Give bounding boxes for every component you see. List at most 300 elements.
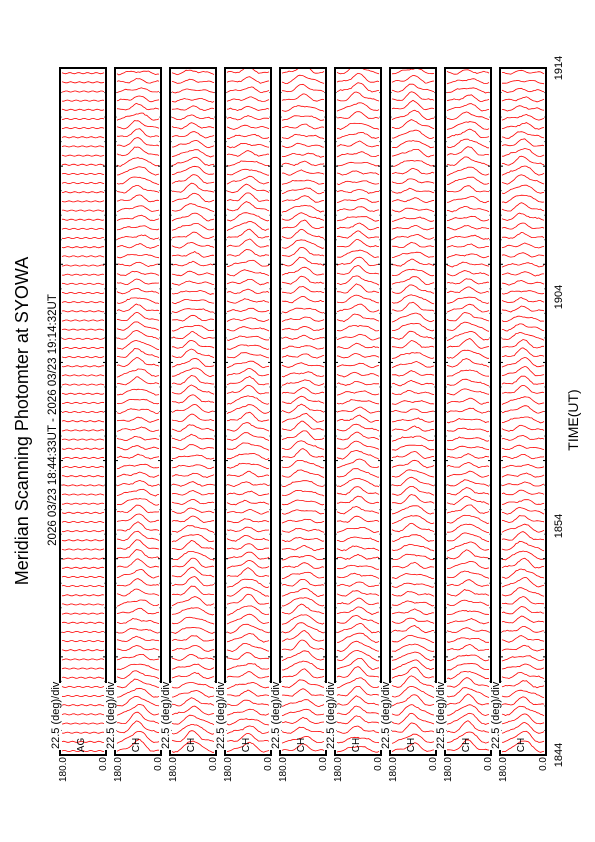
trace-line xyxy=(502,324,544,331)
trace-line xyxy=(447,454,489,459)
trace-line xyxy=(502,223,544,229)
trace-line xyxy=(502,166,544,175)
trace-line xyxy=(62,128,104,129)
trace-line xyxy=(172,132,214,138)
trace-line xyxy=(172,281,214,285)
trace-line xyxy=(227,719,269,725)
trace-line xyxy=(62,347,104,348)
trace-line xyxy=(227,327,269,331)
trace-line xyxy=(117,313,159,321)
trace-line xyxy=(62,292,104,293)
trace-line xyxy=(227,454,269,460)
trace-line xyxy=(172,271,214,276)
trace-line xyxy=(227,579,269,588)
trace-line xyxy=(392,331,434,339)
trace-line xyxy=(337,217,379,222)
trace-line xyxy=(227,308,269,312)
trace-line xyxy=(392,401,434,405)
trace-line xyxy=(337,382,379,386)
trace-line xyxy=(62,485,104,486)
panel-axis-top-label: 180.0 xyxy=(113,757,124,783)
trace-line xyxy=(172,445,214,450)
trace-line xyxy=(227,405,269,414)
trace-line xyxy=(62,650,104,651)
trace-line xyxy=(337,112,379,119)
trace-line xyxy=(62,357,104,358)
trace-line xyxy=(392,269,434,276)
trace-line xyxy=(117,79,159,84)
trace-line xyxy=(337,276,379,285)
trace-line xyxy=(117,113,159,120)
trace-line xyxy=(62,705,104,706)
trace-line xyxy=(447,688,489,698)
trace-line xyxy=(337,687,379,696)
panel-channel-label: CH xyxy=(241,737,252,753)
trace-line xyxy=(117,389,159,395)
trace-line xyxy=(227,299,269,303)
trace-line xyxy=(62,622,104,623)
trace-line xyxy=(227,169,269,175)
trace-line xyxy=(502,490,544,495)
trace-line xyxy=(337,265,379,274)
trace-line xyxy=(227,345,269,350)
trace-line xyxy=(282,481,324,487)
trace-line xyxy=(337,716,379,724)
trace-line xyxy=(172,414,214,421)
trace-line xyxy=(172,252,214,258)
trace-line xyxy=(172,577,214,586)
trace-line xyxy=(172,349,214,358)
trace-line xyxy=(502,348,544,357)
trace-line xyxy=(282,500,324,505)
trace-line xyxy=(282,563,324,569)
trace-line xyxy=(282,276,324,284)
trace-line xyxy=(62,219,104,220)
trace-line xyxy=(447,70,489,74)
trace-line xyxy=(282,700,324,707)
trace-line xyxy=(502,636,544,643)
trace-line xyxy=(172,166,214,174)
trace-line xyxy=(392,460,434,468)
trace-line xyxy=(337,641,379,651)
trace-line xyxy=(447,437,489,441)
trace-line xyxy=(337,295,379,303)
trace-line xyxy=(392,68,434,74)
trace-line xyxy=(502,195,544,203)
trace-line xyxy=(447,244,489,248)
trace-line xyxy=(117,654,159,660)
trace-line xyxy=(117,138,159,147)
trace-line xyxy=(282,372,324,377)
trace-line xyxy=(447,550,489,559)
panel-scale-label: 22.5 (deg)/div xyxy=(215,681,227,749)
trace-line xyxy=(502,367,544,376)
trace-line xyxy=(117,671,159,679)
trace-line xyxy=(337,582,379,587)
trace-line xyxy=(282,519,324,523)
trace-line xyxy=(282,387,324,394)
trace-line xyxy=(337,223,379,230)
trace-line xyxy=(392,644,434,651)
trace-line xyxy=(447,533,489,542)
trace-line xyxy=(62,668,104,669)
panel-channel-label: CH xyxy=(131,737,142,753)
trace-line xyxy=(392,516,434,524)
trace-line xyxy=(117,195,159,202)
trace-line xyxy=(392,409,434,413)
trace-line xyxy=(447,408,489,413)
trace-line xyxy=(227,250,269,257)
trace-line xyxy=(392,601,434,606)
trace-line xyxy=(282,431,324,440)
trace-line xyxy=(172,425,214,432)
trace-line xyxy=(117,254,159,257)
trace-line xyxy=(282,640,324,650)
panel-axis-bottom-label: 0.0 xyxy=(373,757,384,771)
trace-line xyxy=(447,313,489,322)
trace-line xyxy=(172,636,214,641)
panel-scale-label: 22.5 (deg)/div xyxy=(105,681,117,749)
trace-line xyxy=(392,562,434,568)
trace-line xyxy=(337,92,379,101)
trace-line xyxy=(117,559,159,568)
trace-line xyxy=(117,472,159,477)
trace-line xyxy=(502,500,544,505)
trace-line xyxy=(117,177,159,185)
trace-line xyxy=(117,185,159,193)
trace-line xyxy=(117,679,159,688)
trace-line xyxy=(62,723,104,724)
trace-line xyxy=(502,80,544,83)
trace-line xyxy=(447,112,489,120)
trace-line xyxy=(502,123,544,130)
trace-line xyxy=(172,232,214,238)
trace-line xyxy=(282,220,324,229)
trace-line xyxy=(172,332,214,339)
trace-line xyxy=(282,545,324,550)
trace-line xyxy=(337,424,379,431)
trace-line xyxy=(62,320,104,321)
trace-line xyxy=(282,327,324,331)
trace-line xyxy=(282,421,324,430)
trace-line xyxy=(62,549,104,550)
trace-line xyxy=(282,134,324,139)
trace-line xyxy=(447,713,489,724)
panel-channel-label: CH xyxy=(296,737,307,753)
trace-line xyxy=(337,451,379,460)
trace-line xyxy=(282,727,324,733)
trace-line xyxy=(282,213,324,221)
trace-line xyxy=(227,213,269,221)
panel-axis-top-label: 180.0 xyxy=(58,757,69,783)
trace-line xyxy=(282,661,324,670)
trace-line xyxy=(392,660,434,670)
trace-line xyxy=(447,197,489,203)
trace-line xyxy=(62,531,104,532)
trace-line xyxy=(392,217,434,221)
trace-line xyxy=(62,384,104,385)
trace-line xyxy=(502,558,544,568)
trace-line xyxy=(337,658,379,669)
trace-line xyxy=(62,631,104,632)
trace-line xyxy=(117,349,159,358)
trace-line xyxy=(392,323,434,331)
trace-line xyxy=(337,152,379,157)
trace-line xyxy=(117,464,159,469)
trace-line xyxy=(502,358,544,368)
trace-line xyxy=(392,436,434,441)
panel-channel-label: CH xyxy=(186,737,197,753)
trace-line xyxy=(172,664,214,669)
trace-line xyxy=(282,196,324,203)
trace-line xyxy=(502,139,544,146)
trace-line xyxy=(392,302,434,311)
trace-line xyxy=(172,672,214,678)
trace-line xyxy=(502,185,544,194)
trace-line xyxy=(447,271,489,276)
trace-line xyxy=(172,359,214,368)
trace-line xyxy=(392,208,434,212)
trace-line xyxy=(62,567,104,568)
trace-line xyxy=(62,210,104,211)
trace-line xyxy=(392,652,434,661)
trace-line xyxy=(392,626,434,633)
trace-line xyxy=(172,224,214,231)
trace-line xyxy=(447,561,489,568)
trace-line xyxy=(392,84,434,92)
trace-line xyxy=(227,500,269,505)
trace-line xyxy=(337,651,379,661)
trace-line xyxy=(447,186,489,192)
trace-line xyxy=(117,636,159,641)
panel-axis-top-label: 180.0 xyxy=(223,757,234,783)
trace-line xyxy=(227,594,269,604)
trace-line xyxy=(117,271,159,275)
trace-line xyxy=(62,393,104,394)
trace-line xyxy=(337,314,379,322)
trace-line xyxy=(392,341,434,348)
trace-line xyxy=(337,400,379,404)
trace-line xyxy=(502,397,544,405)
trace-line xyxy=(172,193,214,202)
trace-line xyxy=(172,706,214,715)
trace-line xyxy=(502,664,544,669)
trace-line xyxy=(117,369,159,377)
trace-line xyxy=(337,141,379,147)
trace-line xyxy=(62,311,104,312)
trace-line xyxy=(502,656,544,661)
panel-axis-bottom-label: 0.0 xyxy=(208,757,219,771)
trace-line xyxy=(282,106,324,112)
trace-line xyxy=(447,304,489,312)
trace-line xyxy=(282,556,324,560)
trace-line xyxy=(337,198,379,202)
panel-axis-bottom-label: 0.0 xyxy=(538,757,549,771)
trace-line xyxy=(502,524,544,532)
time-range-label: 2026 03/23 18:44:33UT - 2026 03/23 19:14:32UT xyxy=(47,294,59,546)
trace-line xyxy=(227,433,269,441)
trace-line xyxy=(117,522,159,531)
trace-line xyxy=(502,70,544,74)
trace-line xyxy=(227,443,269,451)
trace-line xyxy=(227,726,269,734)
trace-line xyxy=(62,100,104,101)
trace-line xyxy=(282,143,324,148)
trace-line xyxy=(172,106,214,111)
trace-line xyxy=(337,528,379,533)
trace-line xyxy=(447,505,489,513)
trace-line xyxy=(117,688,159,697)
trace-line xyxy=(282,572,324,578)
trace-line xyxy=(502,175,544,184)
panel-channel-label: CH xyxy=(516,737,527,753)
panel-scale-label: 22.5 (deg)/div xyxy=(160,681,172,749)
trace-line xyxy=(282,188,324,194)
trace-line xyxy=(227,318,269,322)
trace-line xyxy=(282,153,324,157)
trace-line xyxy=(117,454,159,459)
x-tick-label: 1854 xyxy=(553,513,565,539)
trace-line xyxy=(447,515,489,523)
trace-line xyxy=(282,528,324,532)
trace-line xyxy=(502,280,544,285)
trace-line xyxy=(282,346,324,349)
trace-line xyxy=(62,228,104,229)
trace-line xyxy=(172,150,214,157)
trace-line xyxy=(62,329,104,330)
trace-line xyxy=(337,565,379,569)
trace-line xyxy=(172,551,214,560)
trace-line xyxy=(117,600,159,606)
x-tick-label: 1914 xyxy=(553,55,565,81)
trace-line xyxy=(337,391,379,395)
trace-line xyxy=(227,491,269,496)
trace-line xyxy=(392,259,434,266)
trace-line xyxy=(447,638,489,643)
trace-line xyxy=(447,446,489,450)
trace-line xyxy=(337,496,379,503)
panel-9-traces xyxy=(502,70,544,752)
trace-line xyxy=(117,721,159,733)
trace-line xyxy=(502,425,544,431)
trace-line xyxy=(227,519,269,523)
trace-line xyxy=(227,709,269,715)
trace-line xyxy=(337,334,379,340)
trace-line xyxy=(447,590,489,597)
trace-line xyxy=(392,380,434,386)
trace-line xyxy=(227,353,269,358)
trace-line xyxy=(282,709,324,716)
trace-line xyxy=(172,175,214,184)
trace-line xyxy=(282,396,324,403)
trace-line xyxy=(447,359,489,368)
trace-line xyxy=(392,686,434,697)
trace-line xyxy=(117,147,159,156)
trace-line xyxy=(447,644,489,650)
trace-line xyxy=(337,171,379,175)
trace-line xyxy=(172,213,214,221)
trace-line xyxy=(447,177,489,184)
trace-line xyxy=(337,554,379,559)
trace-line xyxy=(117,96,159,102)
trace-line xyxy=(62,732,104,733)
trace-line xyxy=(62,448,104,449)
trace-line xyxy=(282,604,324,614)
trace-line xyxy=(392,371,434,377)
panel-3-frame xyxy=(170,68,216,755)
panel-axis-bottom-label: 0.0 xyxy=(428,757,439,771)
trace-line xyxy=(172,715,214,725)
trace-line xyxy=(337,537,379,542)
panel-2-traces xyxy=(117,71,159,751)
trace-line xyxy=(117,322,159,330)
trace-line xyxy=(337,304,379,312)
trace-line xyxy=(392,452,434,459)
trace-line xyxy=(62,512,104,513)
trace-line xyxy=(172,516,214,522)
trace-line xyxy=(172,499,214,504)
trace-line xyxy=(502,645,544,651)
trace-line xyxy=(392,495,434,504)
trace-line xyxy=(227,568,269,577)
trace-line xyxy=(62,595,104,596)
trace-line xyxy=(117,540,159,549)
trace-line xyxy=(337,432,379,440)
trace-line xyxy=(172,290,214,294)
trace-line xyxy=(172,141,214,148)
panel-channel-label: CH xyxy=(351,737,362,753)
panel-axis-bottom-label: 0.0 xyxy=(98,757,109,771)
panel-axis-bottom-label: 0.0 xyxy=(263,757,274,771)
trace-line xyxy=(502,445,544,449)
panel-channel-label: CH xyxy=(461,737,472,753)
trace-line xyxy=(282,490,324,496)
trace-line xyxy=(392,179,434,184)
trace-line xyxy=(62,457,104,458)
trace-line xyxy=(337,441,379,449)
trace-line xyxy=(447,496,489,505)
trace-line xyxy=(337,573,379,578)
trace-line xyxy=(172,315,214,321)
trace-line xyxy=(62,641,104,642)
trace-line xyxy=(282,460,324,468)
trace-line xyxy=(62,155,104,156)
trace-line xyxy=(502,507,544,514)
trace-line xyxy=(502,253,544,257)
panel-6-traces xyxy=(337,66,379,753)
trace-line xyxy=(447,694,489,705)
trace-line xyxy=(337,181,379,185)
trace-line xyxy=(62,146,104,147)
trace-line xyxy=(282,588,324,596)
trace-line xyxy=(172,482,214,487)
trace-line xyxy=(282,537,324,541)
trace-line xyxy=(502,340,544,349)
trace-line xyxy=(172,586,214,595)
panel-7-traces xyxy=(392,68,434,751)
trace-line xyxy=(447,619,489,624)
trace-line xyxy=(502,316,544,322)
trace-line xyxy=(227,633,269,642)
trace-line xyxy=(282,308,324,313)
trace-line xyxy=(392,168,434,174)
trace-line xyxy=(337,240,379,248)
trace-line xyxy=(392,130,434,139)
trace-line xyxy=(447,95,489,102)
trace-line xyxy=(62,118,104,119)
trace-line xyxy=(502,588,544,597)
trace-line xyxy=(282,717,324,723)
